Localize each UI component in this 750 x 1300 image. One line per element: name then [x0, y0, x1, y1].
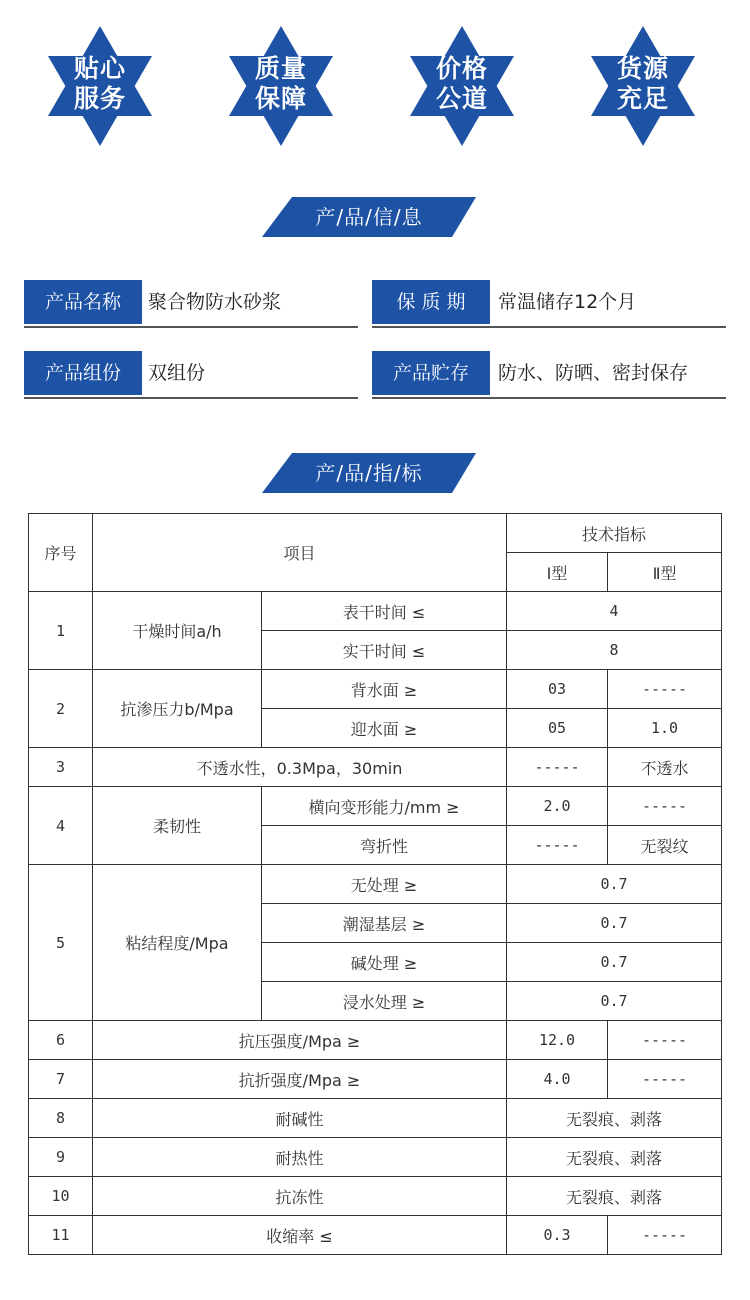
table-row: [29, 1060, 722, 1099]
cell-item: 收缩率 ≤: [93, 1216, 507, 1255]
table-row: [29, 865, 722, 904]
cell-item: 柔韧性: [93, 787, 262, 865]
cell-type1: -----: [507, 826, 608, 865]
spec-table: [28, 513, 722, 1255]
badge-text-2: 服务: [73, 84, 126, 113]
info-value: 双组份: [148, 362, 206, 384]
cell-type2: -----: [608, 1216, 722, 1255]
cell-subitem: 潮湿基层 ≥: [262, 904, 507, 943]
cell-subitem: 弯折性: [262, 826, 507, 865]
cell-type1: 03: [507, 670, 608, 709]
section-title-spec: [262, 450, 476, 496]
info-value: 防水、防晒、密封保存: [498, 362, 689, 384]
info-value: 聚合物防水砂浆: [148, 291, 282, 313]
badge-service: [40, 26, 160, 146]
cell-subitem: 无处理 ≥: [262, 865, 507, 904]
header-type2: Ⅱ型: [608, 553, 722, 592]
cell-subitem: 浸水处理 ≥: [262, 982, 507, 1021]
cell-seq: 3: [29, 748, 93, 787]
info-row-shelf-life: [372, 280, 726, 328]
cell-subitem: 背水面 ≥: [262, 670, 507, 709]
table-row: [29, 1216, 722, 1255]
table-row: [29, 670, 722, 709]
cell-value: 无裂痕、剥落: [507, 1099, 722, 1138]
cell-value: 8: [507, 631, 722, 670]
table-row: [29, 1021, 722, 1060]
cell-subitem: 横向变形能力/mm ≥: [262, 787, 507, 826]
cell-item: 不透水性，0.3Mpa，30min: [93, 748, 507, 787]
cell-seq: 2: [29, 670, 93, 748]
info-label: 保 质 期: [372, 280, 490, 324]
cell-type2: -----: [608, 1021, 722, 1060]
info-label: 产品组份: [24, 351, 142, 395]
cell-seq: 8: [29, 1099, 93, 1138]
section-title-text: 产/品/指/标: [315, 461, 423, 485]
info-label: 产品贮存: [372, 351, 490, 395]
info-row-components: [24, 351, 358, 399]
badge-text-2: 保障: [254, 84, 307, 113]
info-row-storage: [372, 351, 726, 399]
cell-item: 抗压强度/Mpa ≥: [93, 1021, 507, 1060]
table-row: [29, 787, 722, 826]
cell-value: 0.7: [507, 865, 722, 904]
cell-value: 无裂痕、剥落: [507, 1177, 722, 1216]
cell-seq: 7: [29, 1060, 93, 1099]
cell-seq: 1: [29, 592, 93, 670]
cell-item: 抗渗压力b/Mpa: [93, 670, 262, 748]
cell-value: 无裂痕、剥落: [507, 1138, 722, 1177]
cell-item: 抗折强度/Mpa ≥: [93, 1060, 507, 1099]
header-type1: Ⅰ型: [507, 553, 608, 592]
cell-item: 耐热性: [93, 1138, 507, 1177]
service-badges: [0, 26, 750, 146]
cell-type1: 4.0: [507, 1060, 608, 1099]
cell-subitem: 实干时间 ≤: [262, 631, 507, 670]
cell-type2: 无裂纹: [608, 826, 722, 865]
cell-type2: -----: [608, 670, 722, 709]
cell-item: 抗冻性: [93, 1177, 507, 1216]
table-row: [29, 592, 722, 631]
cell-subitem: 表干时间 ≤: [262, 592, 507, 631]
section-title-text: 产/品/信/息: [315, 205, 423, 229]
info-row-name: [24, 280, 358, 328]
cell-value: 4: [507, 592, 722, 631]
cell-seq: 5: [29, 865, 93, 1021]
cell-type1: 05: [507, 709, 608, 748]
cell-seq: 11: [29, 1216, 93, 1255]
cell-item: 干燥时间a/h: [93, 592, 262, 670]
cell-type1: 0.3: [507, 1216, 608, 1255]
cell-type1: -----: [507, 748, 608, 787]
cell-value: 0.7: [507, 904, 722, 943]
table-row: [29, 1177, 722, 1216]
cell-seq: 10: [29, 1177, 93, 1216]
cell-type1: 12.0: [507, 1021, 608, 1060]
cell-item: 粘结程度/Mpa: [93, 865, 262, 1021]
badge-quality: [221, 26, 341, 146]
badge-supply: [583, 26, 703, 146]
cell-type1: 2.0: [507, 787, 608, 826]
cell-item: 耐碱性: [93, 1099, 507, 1138]
cell-value: 0.7: [507, 982, 722, 1021]
badge-price: [402, 26, 522, 146]
badge-text-1: 货源: [616, 54, 669, 83]
header-tech: 技术指标: [507, 514, 722, 553]
info-label: 产品名称: [24, 280, 142, 324]
cell-seq: 6: [29, 1021, 93, 1060]
cell-type2: 1.0: [608, 709, 722, 748]
header-seq: 序号: [29, 514, 93, 592]
table-row: [29, 1138, 722, 1177]
table-header-row: [29, 514, 722, 553]
cell-type2: -----: [608, 1060, 722, 1099]
header-item: 项目: [93, 514, 507, 592]
badge-text-2: 充足: [616, 84, 669, 113]
table-row: [29, 748, 722, 787]
badge-text-1: 贴心: [73, 54, 126, 83]
cell-type2: 不透水: [608, 748, 722, 787]
cell-subitem: 迎水面 ≥: [262, 709, 507, 748]
cell-value: 0.7: [507, 943, 722, 982]
cell-type2: -----: [608, 787, 722, 826]
badge-text-1: 价格: [435, 54, 488, 83]
badge-text-2: 公道: [435, 84, 488, 113]
info-value: 常温储存12个月: [498, 291, 637, 313]
cell-subitem: 碱处理 ≥: [262, 943, 507, 982]
badge-text-1: 质量: [254, 54, 307, 83]
table-row: [29, 1099, 722, 1138]
section-title-info: [262, 194, 476, 240]
cell-seq: 9: [29, 1138, 93, 1177]
cell-seq: 4: [29, 787, 93, 865]
